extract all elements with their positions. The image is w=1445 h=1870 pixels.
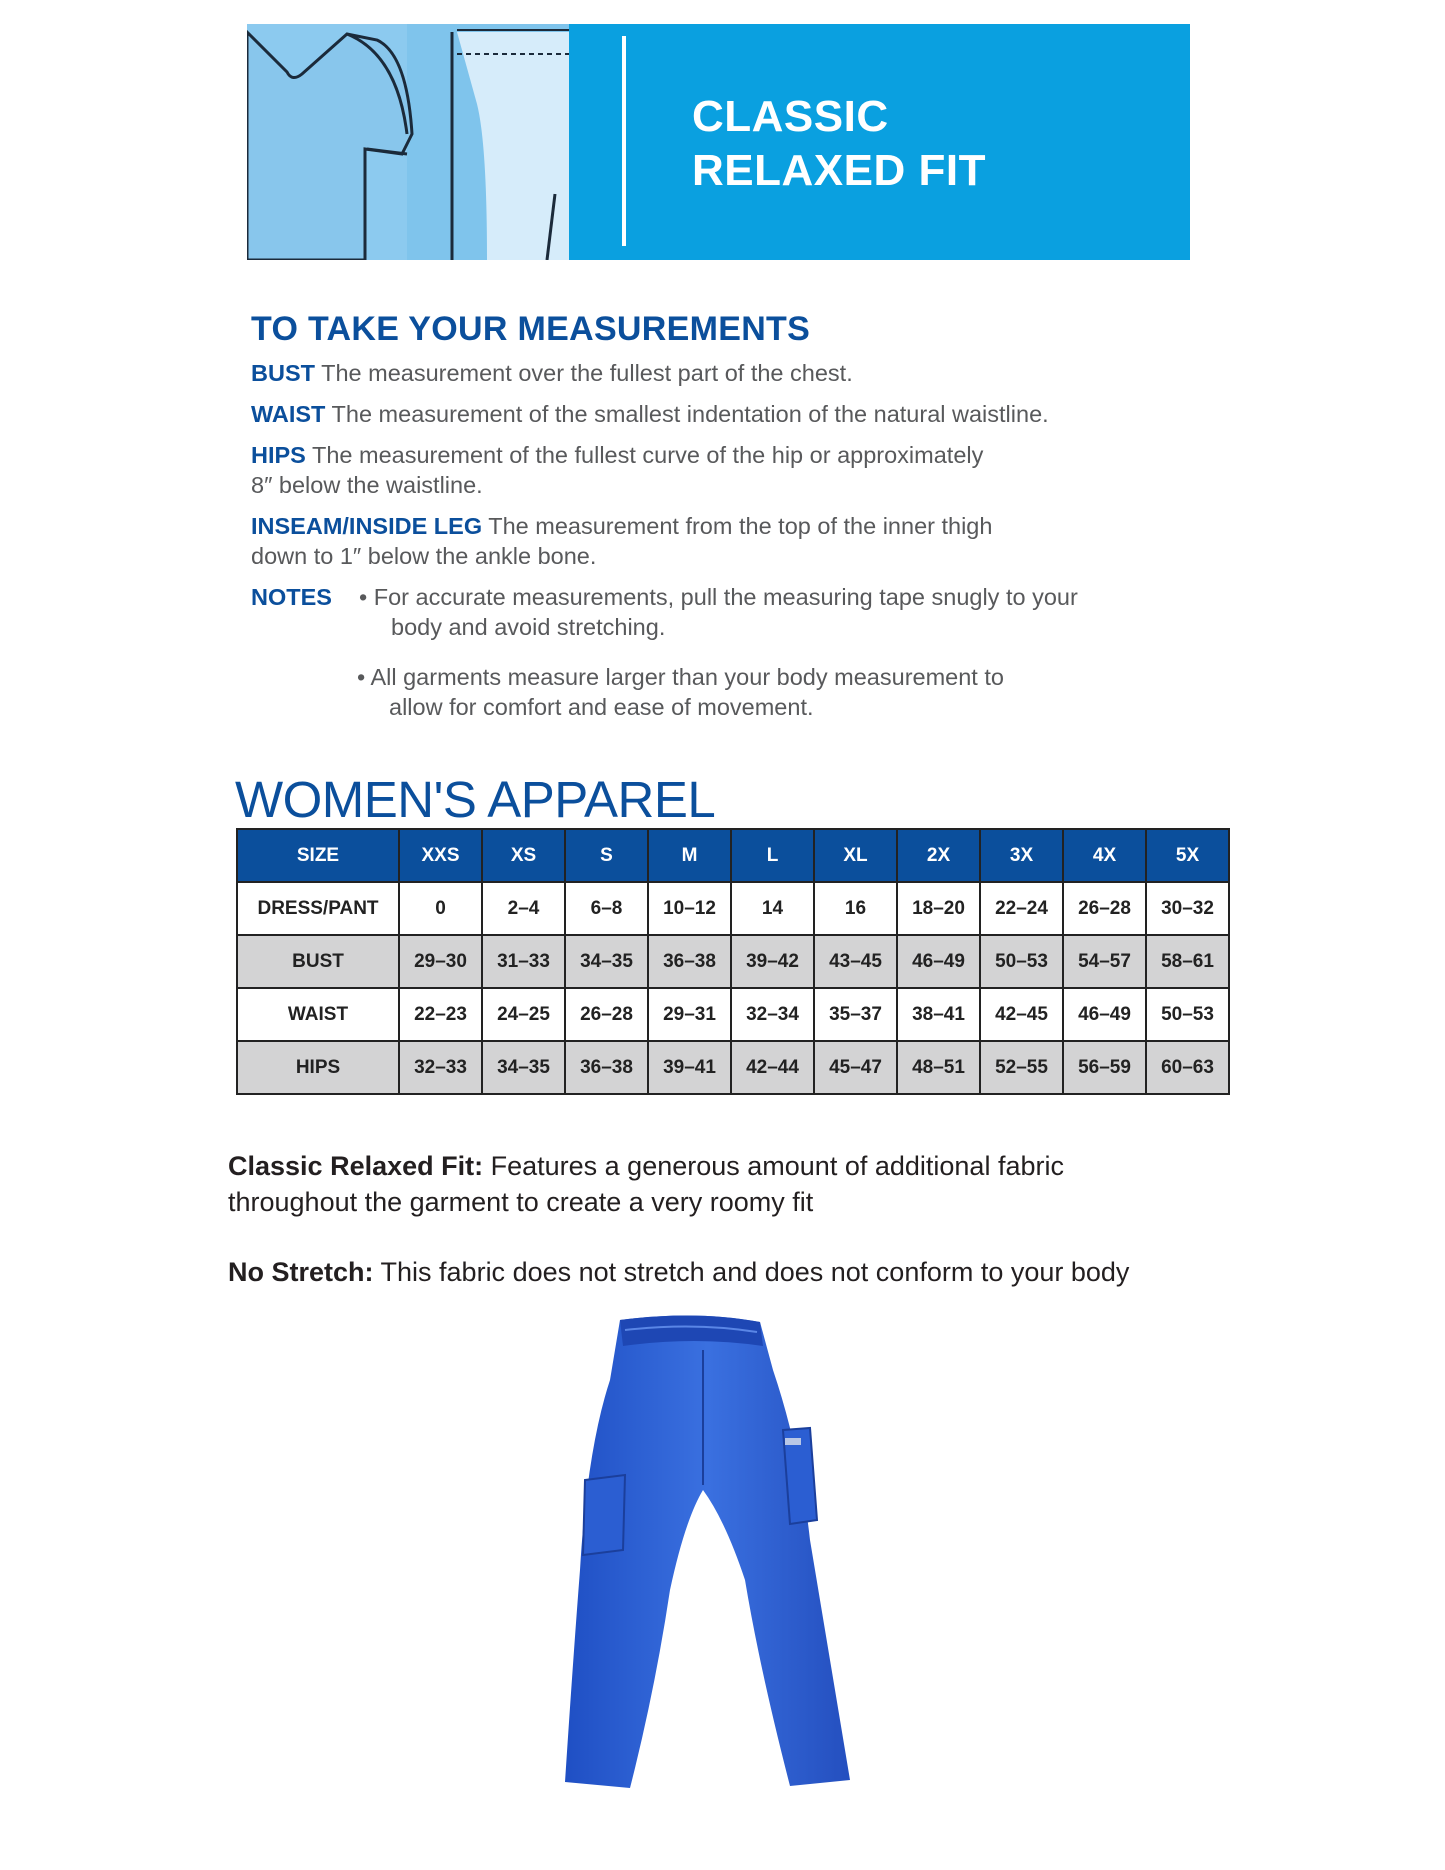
table-cell: 39–41 [648,1041,731,1094]
table-cell: 2–4 [482,882,565,935]
table-cell: 34–35 [482,1041,565,1094]
row-label: HIPS [237,1041,399,1094]
waist-term: WAIST [251,401,326,427]
table-cell: 30–32 [1146,882,1229,935]
row-label: DRESS/PANT [237,882,399,935]
fit-description [228,1148,1228,1324]
table-row [237,882,1229,935]
table-cell: 10–12 [648,882,731,935]
table-cell: 56–59 [1063,1041,1146,1094]
table-cell: 54–57 [1063,935,1146,988]
table-cell: 50–53 [980,935,1063,988]
table-row [237,1041,1229,1094]
notes-label: NOTES [251,584,332,610]
table-row [237,935,1229,988]
table-cell: 31–33 [482,935,565,988]
size-header-row [237,829,1229,882]
note-item [357,662,1078,722]
table-cell: 29–31 [648,988,731,1041]
table-cell: 46–49 [1063,988,1146,1041]
scrub-pants-icon [455,1310,925,1790]
size-header-cell: 3X [980,829,1063,882]
hips-definition [251,440,1201,500]
hips-text: The measurement of the fullest curve of the hip or approximately [305,442,984,468]
table-cell: 34–35 [565,935,648,988]
note-1-line1: • For accurate measurements, pull the measuring tape snugly to your [359,584,1078,610]
inseam-text: The measurement from the top of the inner thigh [482,513,993,539]
table-cell: 36–38 [565,1041,648,1094]
table-cell: 22–23 [399,988,482,1041]
relaxed-fit-paragraph [228,1148,1228,1220]
table-cell: 29–30 [399,935,482,988]
table-cell: 52–55 [980,1041,1063,1094]
hips-term: HIPS [251,442,306,468]
hips-text-2: 8″ below the waistline. [251,472,483,498]
size-header-cell: M [648,829,731,882]
size-header-label: SIZE [237,829,399,882]
no-stretch-text: This fabric does not stretch and does not conform to your body [373,1257,1130,1287]
table-cell: 45–47 [814,1041,897,1094]
table-cell: 46–49 [897,935,980,988]
note-2-line1: • All garments measure larger than your body measurement to [357,664,1004,690]
row-label: BUST [237,935,399,988]
no-stretch-label: No Stretch: [228,1257,374,1287]
table-cell: 39–42 [731,935,814,988]
banner-title [692,90,986,198]
banner-title-line2: RELAXED FIT [692,146,986,195]
table-cell: 43–45 [814,935,897,988]
note-item [359,582,1078,642]
table-cell: 26–28 [565,988,648,1041]
table-cell: 48–51 [897,1041,980,1094]
banner-title-line1: CLASSIC [692,92,889,141]
table-cell: 60–63 [1146,1041,1229,1094]
table-cell: 22–24 [980,882,1063,935]
table-cell: 50–53 [1146,988,1229,1041]
size-header-cell: 2X [897,829,980,882]
waist-text: The measurement of the smallest indentation of the natural waistline. [325,401,1049,427]
table-cell: 58–61 [1146,935,1229,988]
table-cell: 42–45 [980,988,1063,1041]
row-label: WAIST [237,988,399,1041]
table-cell: 0 [399,882,482,935]
inseam-term: INSEAM/INSIDE LEG [251,513,483,539]
size-header-cell: L [731,829,814,882]
relaxed-fit-label: Classic Relaxed Fit: [228,1151,484,1181]
size-header-cell: XL [814,829,897,882]
table-cell: 35–37 [814,988,897,1041]
inseam-definition [251,511,1201,571]
relaxed-fit-text-1: Features a generous amount of additional fabric [483,1151,1064,1181]
table-row [237,988,1229,1041]
note-2-line2: allow for comfort and ease of movement. [389,694,814,720]
bust-definition [251,358,1201,388]
waist-definition [251,399,1201,429]
banner-divider [622,36,626,246]
size-header-cell: S [565,829,648,882]
relaxed-fit-text-2: throughout the garment to create a very roomy fit [228,1187,814,1217]
womens-apparel-title: WOMEN'S APPAREL [235,771,716,828]
size-header-cell: 4X [1063,829,1146,882]
no-stretch-paragraph [228,1254,1228,1290]
note-1-line2: body and avoid stretching. [391,614,666,640]
table-cell: 18–20 [897,882,980,935]
table-cell: 16 [814,882,897,935]
size-header-cell: 5X [1146,829,1229,882]
table-cell: 32–34 [731,988,814,1041]
table-cell: 26–28 [1063,882,1146,935]
table-cell: 42–44 [731,1041,814,1094]
table-cell: 32–33 [399,1041,482,1094]
bust-text: The measurement over the fullest part of the chest. [314,360,853,386]
table-cell: 14 [731,882,814,935]
table-cell: 24–25 [482,988,565,1041]
bust-term: BUST [251,360,315,386]
notes-list [359,582,1078,742]
table-cell: 6–8 [565,882,648,935]
size-header-cell: XS [482,829,565,882]
size-chart-table [236,828,1230,1095]
header-banner [247,24,1190,260]
size-header-cell: XXS [399,829,482,882]
garment-illustration-icon [247,24,569,260]
table-cell: 38–41 [897,988,980,1041]
table-cell: 36–38 [648,935,731,988]
measurements-heading: TO TAKE YOUR MEASUREMENTS [251,310,811,348]
measurements-section [251,310,1201,742]
inseam-text-2: down to 1″ below the ankle bone. [251,543,597,569]
notes [251,582,1201,742]
